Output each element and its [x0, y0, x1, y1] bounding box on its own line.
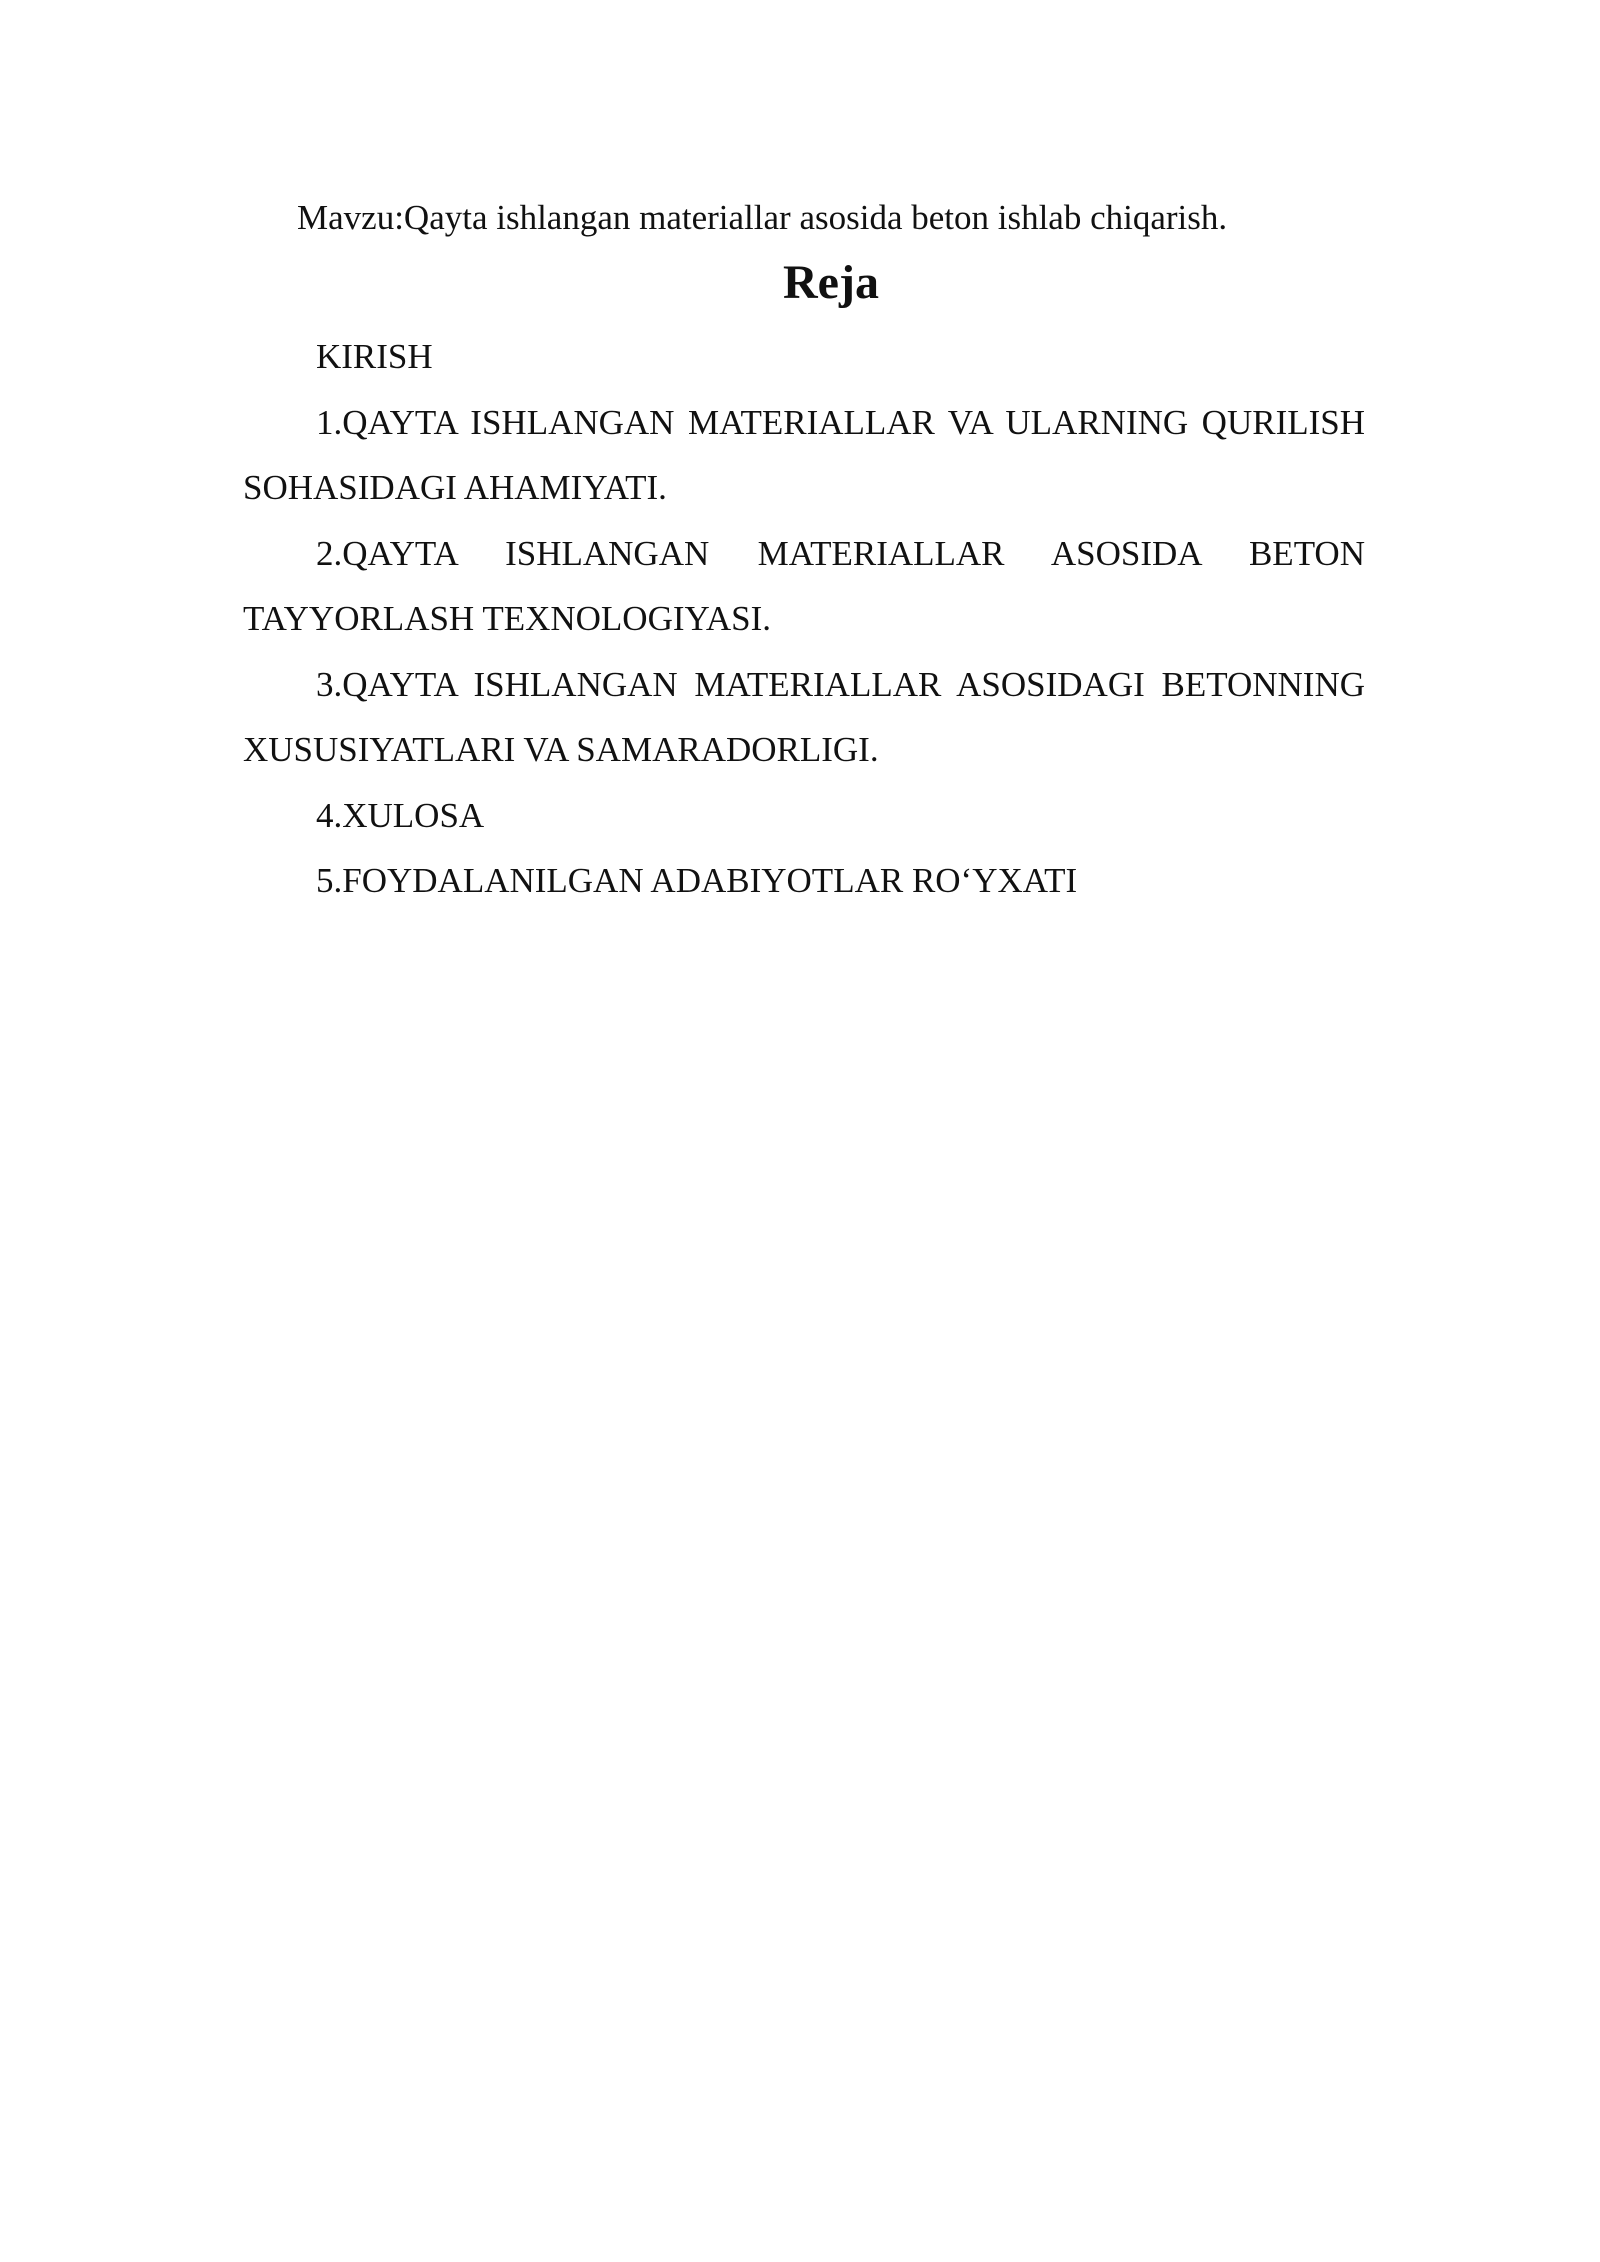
plan-item-2: 2.QAYTA ISHLANGAN MATERIALLAR ASOSIDA BETON TAYYORLASH TEXNOLOGIYASI.	[243, 533, 1365, 638]
plan-item-conclusion: 4.XULOSA	[316, 795, 485, 835]
plan-item-references: 5.FOYDALANILGAN ADABIYOTLAR RO‘YXATI	[316, 861, 1078, 900]
plan-item-1: 1.QAYTA ISHLANGAN MATERIALLAR VA ULARNING QURILISH SOHASIDAGI AHAMIYATI.	[243, 402, 1365, 507]
page-content	[243, 190, 1365, 914]
plan-list	[243, 324, 1365, 914]
plan-item-intro: KIRISH	[316, 337, 433, 376]
topic-line: Mavzu:Qayta ishlangan materiallar asosida beton ishlab chiqarish.	[297, 198, 1228, 237]
plan-item-3: 3.QAYTA ISHLANGAN MATERIALLAR ASOSIDAGI BETONNING XUSUSIYATLARI VA SAMARADORLIGI.	[243, 664, 1365, 769]
plan-heading: Reja	[783, 256, 879, 309]
